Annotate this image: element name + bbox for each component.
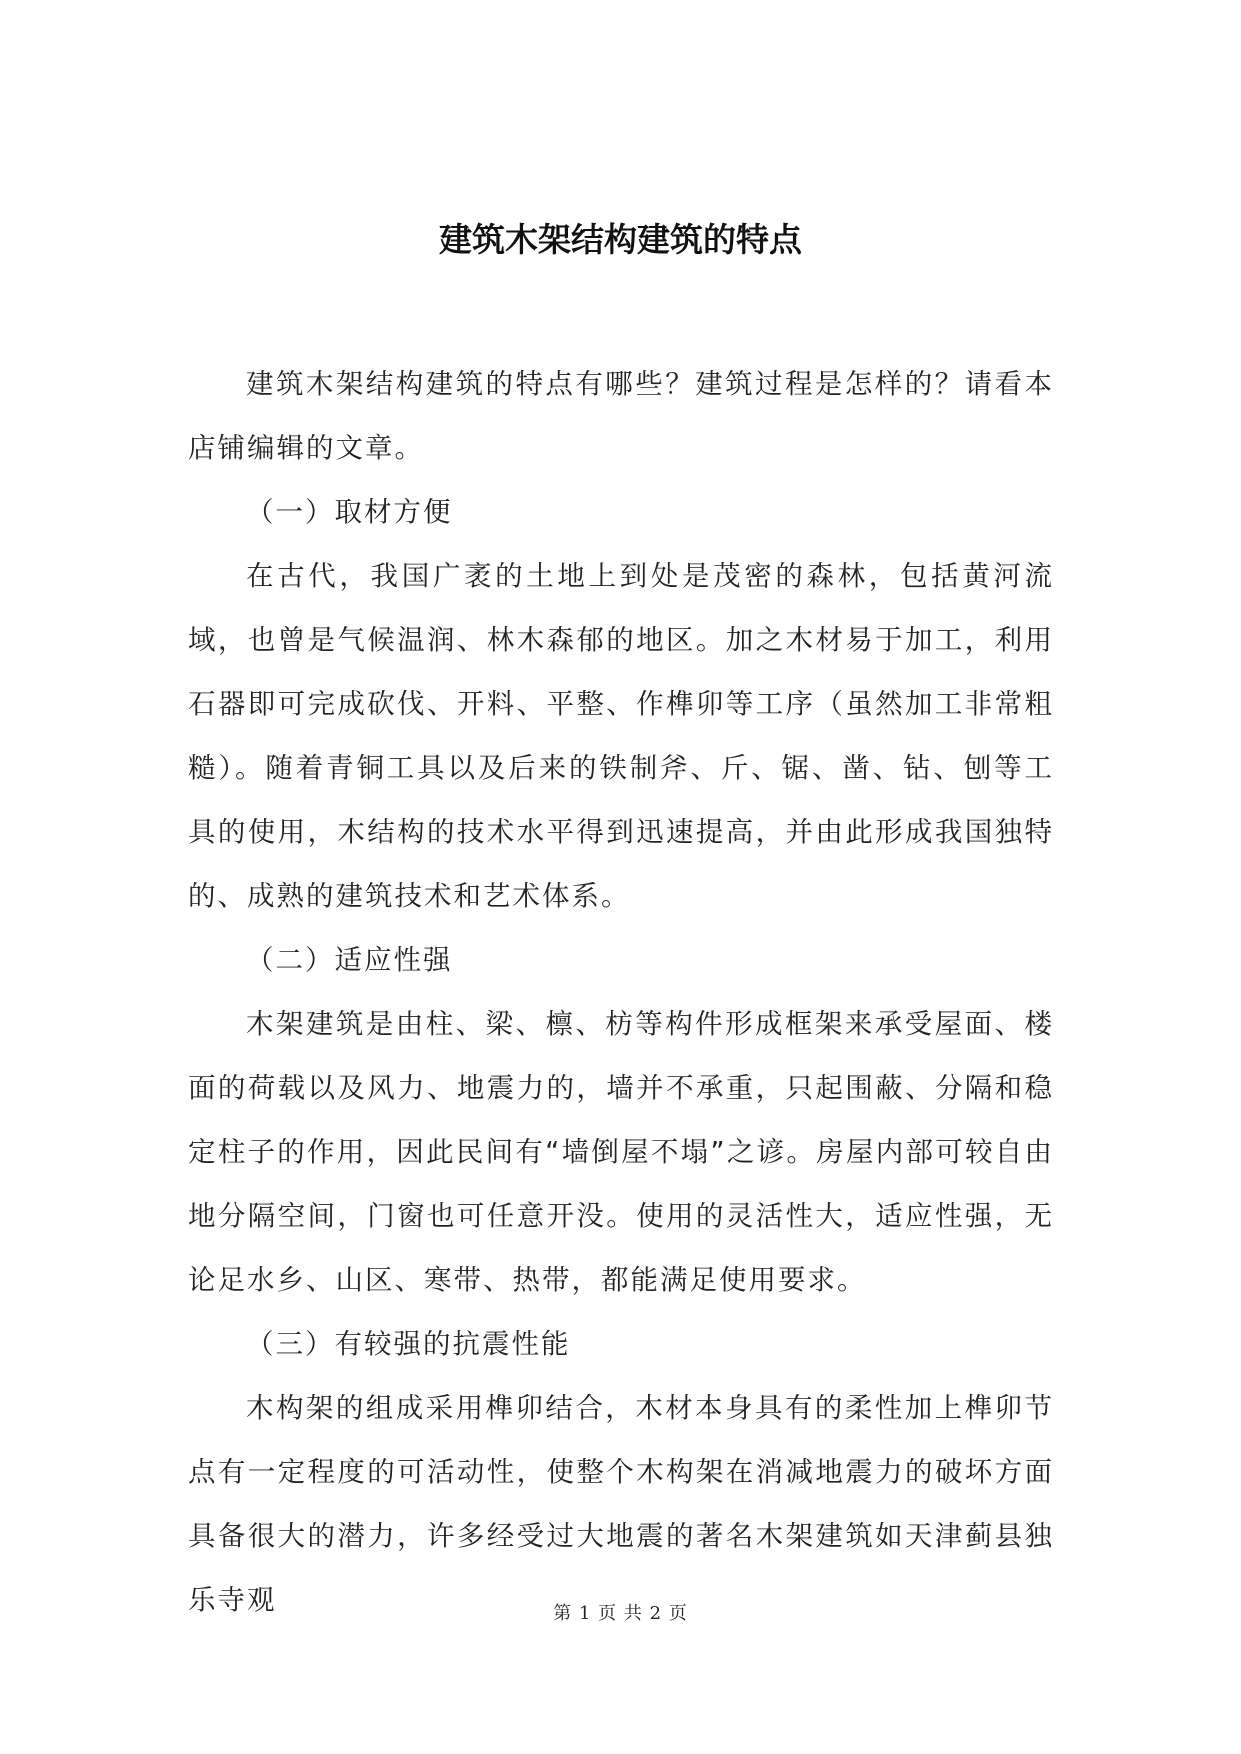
section-heading-2: （二）适应性强 (246, 944, 453, 976)
section-paragraph-2: 木架建筑是由柱、梁、檩、枋等构件形成框架来承受屋面、楼面的荷载以及风力、地震力的，墙并不承重，只起围蔽、分隔和稳定柱子的作用，因此民间有“墙倒屋不塌”之谚。房屋内部可较自由地分隔空间，门窗也可任意开没。使用的灵活性大，适应性强，无论足水乡、山区、寒带、热带，都能满足使用要求。 (188, 1008, 1054, 1296)
document-body (188, 352, 1054, 1632)
section-paragraph-1: 在古代，我国广袤的土地上到处是茂密的森林，包括黄河流域，也曾是气候温润、林木森郁的地区。加之木材易于加工，利用石器即可完成砍伐、开料、平整、作榫卯等工序（虽然加工非常粗糙）。随着青铜工具以及后来的铁制斧、斤、锯、凿、钻、刨等工具的使用，木结构的技术水平得到迅速提高，并由此形成我国独特的、成熟的建筑技术和艺术体系。 (188, 560, 1054, 912)
page-footer: 第 1 页 共 2 页 (553, 1603, 688, 1624)
document-title: 建筑木架结构建筑的特点 (439, 220, 802, 259)
section-heading-3: （三）有较强的抗震性能 (246, 1328, 571, 1360)
section-heading-1: （一）取材方便 (246, 496, 453, 528)
section-paragraph-3: 木构架的组成采用榫卯结合，木材本身具有的柔性加上榫卯节点有一定程度的可活动性，使整个木构架在消减地震力的破坏方面具备很大的潜力，许多经受过大地震的著名木架建筑如天津蓟县独乐寺观 (188, 1392, 1054, 1616)
intro-paragraph: 建筑木架结构建筑的特点有哪些？建筑过程是怎样的？请看本店铺编辑的文章。 (188, 368, 1054, 464)
